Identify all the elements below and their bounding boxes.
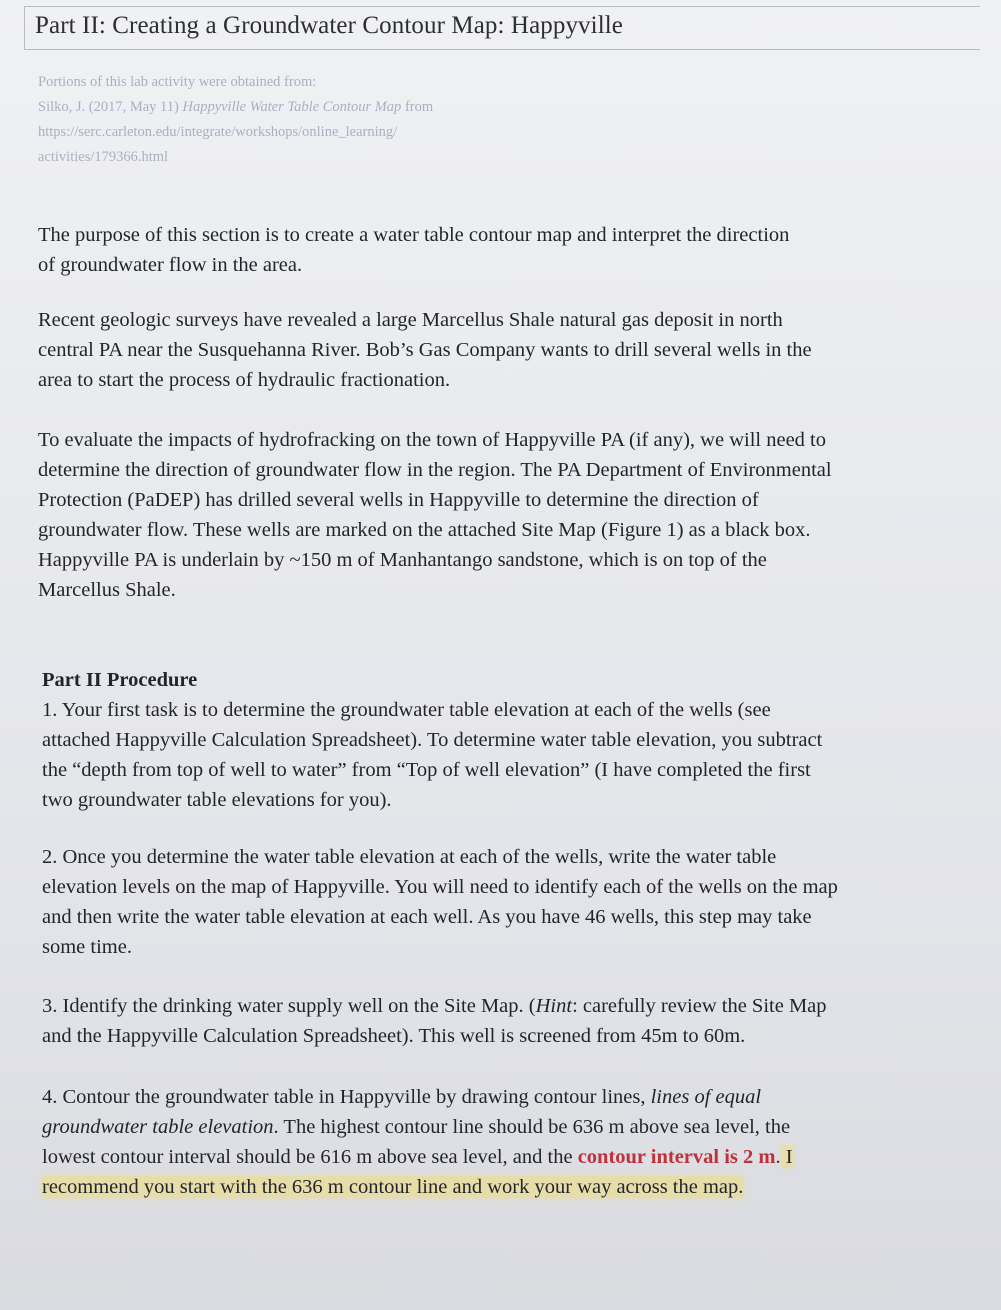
- evaluate-line: Happyville PA is underlain by ~150 m of Manhantango sandstone, which is on top of the: [38, 549, 767, 571]
- step-4-text: lowest contour interval should be 616 m above sea level, and the: [42, 1146, 578, 1168]
- page-title: Part II: Creating a Groundwater Contour Map: Happyville: [35, 12, 623, 39]
- highlighted-text: recommend you start with the 636 m contour line and work your way across the map.: [42, 1176, 744, 1198]
- step-3-line: and the Happyville Calculation Spreadsheet). This well is screened from 45m to 60m.: [42, 1025, 746, 1047]
- step-4-line: [42, 1112, 992, 1142]
- evaluate-line: To evaluate the impacts of hydrofracking on the town of Happyville PA (if any), we will need to: [38, 429, 826, 451]
- step-4-text: . The highest contour line should be 636 m above sea level, the: [273, 1116, 791, 1138]
- purpose-paragraph: [38, 220, 988, 280]
- step-4-line: [42, 1142, 992, 1172]
- step-3-text: : carefully review the Site Map: [572, 995, 827, 1017]
- hint-label: Hint: [535, 995, 573, 1017]
- evaluate-line: groundwater flow. These wells are marked on the attached Site Map (Figure 1) as a black box.: [38, 519, 811, 541]
- survey-line: central PA near the Susquehanna River. Bob’s Gas Company wants to drill several wells in the: [38, 339, 812, 361]
- step-4-line: [42, 1082, 992, 1112]
- survey-line: area to start the process of hydraulic fractionation.: [38, 369, 451, 391]
- step-4-italic: groundwater table elevation: [42, 1116, 274, 1138]
- procedure-step-2: [42, 842, 992, 962]
- step-2-line: elevation levels on the map of Happyville. You will need to identify each of the wells on the map: [42, 876, 838, 898]
- procedure-step-1: [42, 665, 992, 815]
- step-3-line: [42, 991, 992, 1021]
- step-4-italic: lines of equal: [650, 1086, 762, 1108]
- procedure-step-3: [42, 991, 992, 1051]
- evaluate-line: Protection (PaDEP) has drilled several wells in Happyville to determine the direction of: [38, 489, 759, 511]
- step-1-line: attached Happyville Calculation Spreadsheet). To determine water table elevation, you subtract: [42, 729, 823, 751]
- source-citation: [38, 70, 658, 170]
- step-1-line: two groundwater table elevations for you).: [42, 789, 392, 811]
- highlighted-text: I: [780, 1146, 793, 1168]
- purpose-line: The purpose of this section is to create a water table contour map and interpret the direction: [38, 224, 790, 246]
- source-line-2: [38, 95, 658, 120]
- step-3-text: 3. Identify the drinking water supply well on the Site Map. (: [42, 995, 536, 1017]
- step-4-period: .: [775, 1146, 781, 1168]
- evaluate-line: determine the direction of groundwater flow in the region. The PA Department of Environmental: [38, 459, 832, 481]
- source-url-line-1: https://serc.carleton.edu/integrate/workshops/online_learning/: [38, 124, 398, 140]
- survey-paragraph: [38, 305, 988, 395]
- source-work-title: Happyville Water Table Contour Map: [182, 99, 402, 115]
- source-line-1: Portions of this lab activity were obtained from:: [38, 74, 317, 90]
- step-1-line: the “depth from top of well to water” from “Top of well elevation” (I have completed the first: [42, 759, 811, 781]
- procedure-step-4: [42, 1082, 992, 1202]
- source-authors: Silko, J. (2017, May 11): [38, 99, 183, 115]
- source-from: from: [401, 99, 434, 115]
- survey-line: Recent geologic surveys have revealed a large Marcellus Shale natural gas deposit in north: [38, 309, 783, 331]
- step-2-line: 2. Once you determine the water table elevation at each of the wells, write the water table: [42, 846, 777, 868]
- evaluate-paragraph: [38, 425, 988, 605]
- procedure-heading: Part II Procedure: [42, 669, 198, 691]
- contour-interval-emphasis: contour interval is 2 m: [577, 1146, 776, 1168]
- step-1-line: 1. Your first task is to determine the groundwater table elevation at each of the wells (see: [42, 699, 771, 721]
- evaluate-line: Marcellus Shale.: [38, 579, 176, 601]
- purpose-line: of groundwater flow in the area.: [38, 254, 303, 276]
- source-url-line-2: activities/179366.html: [38, 149, 169, 165]
- step-4-text: 4. Contour the groundwater table in Happyville by drawing contour lines,: [42, 1086, 651, 1108]
- step-2-line: some time.: [42, 936, 132, 958]
- step-4-line: [42, 1172, 992, 1202]
- step-2-line: and then write the water table elevation at each well. As you have 46 wells, this step may take: [42, 906, 812, 928]
